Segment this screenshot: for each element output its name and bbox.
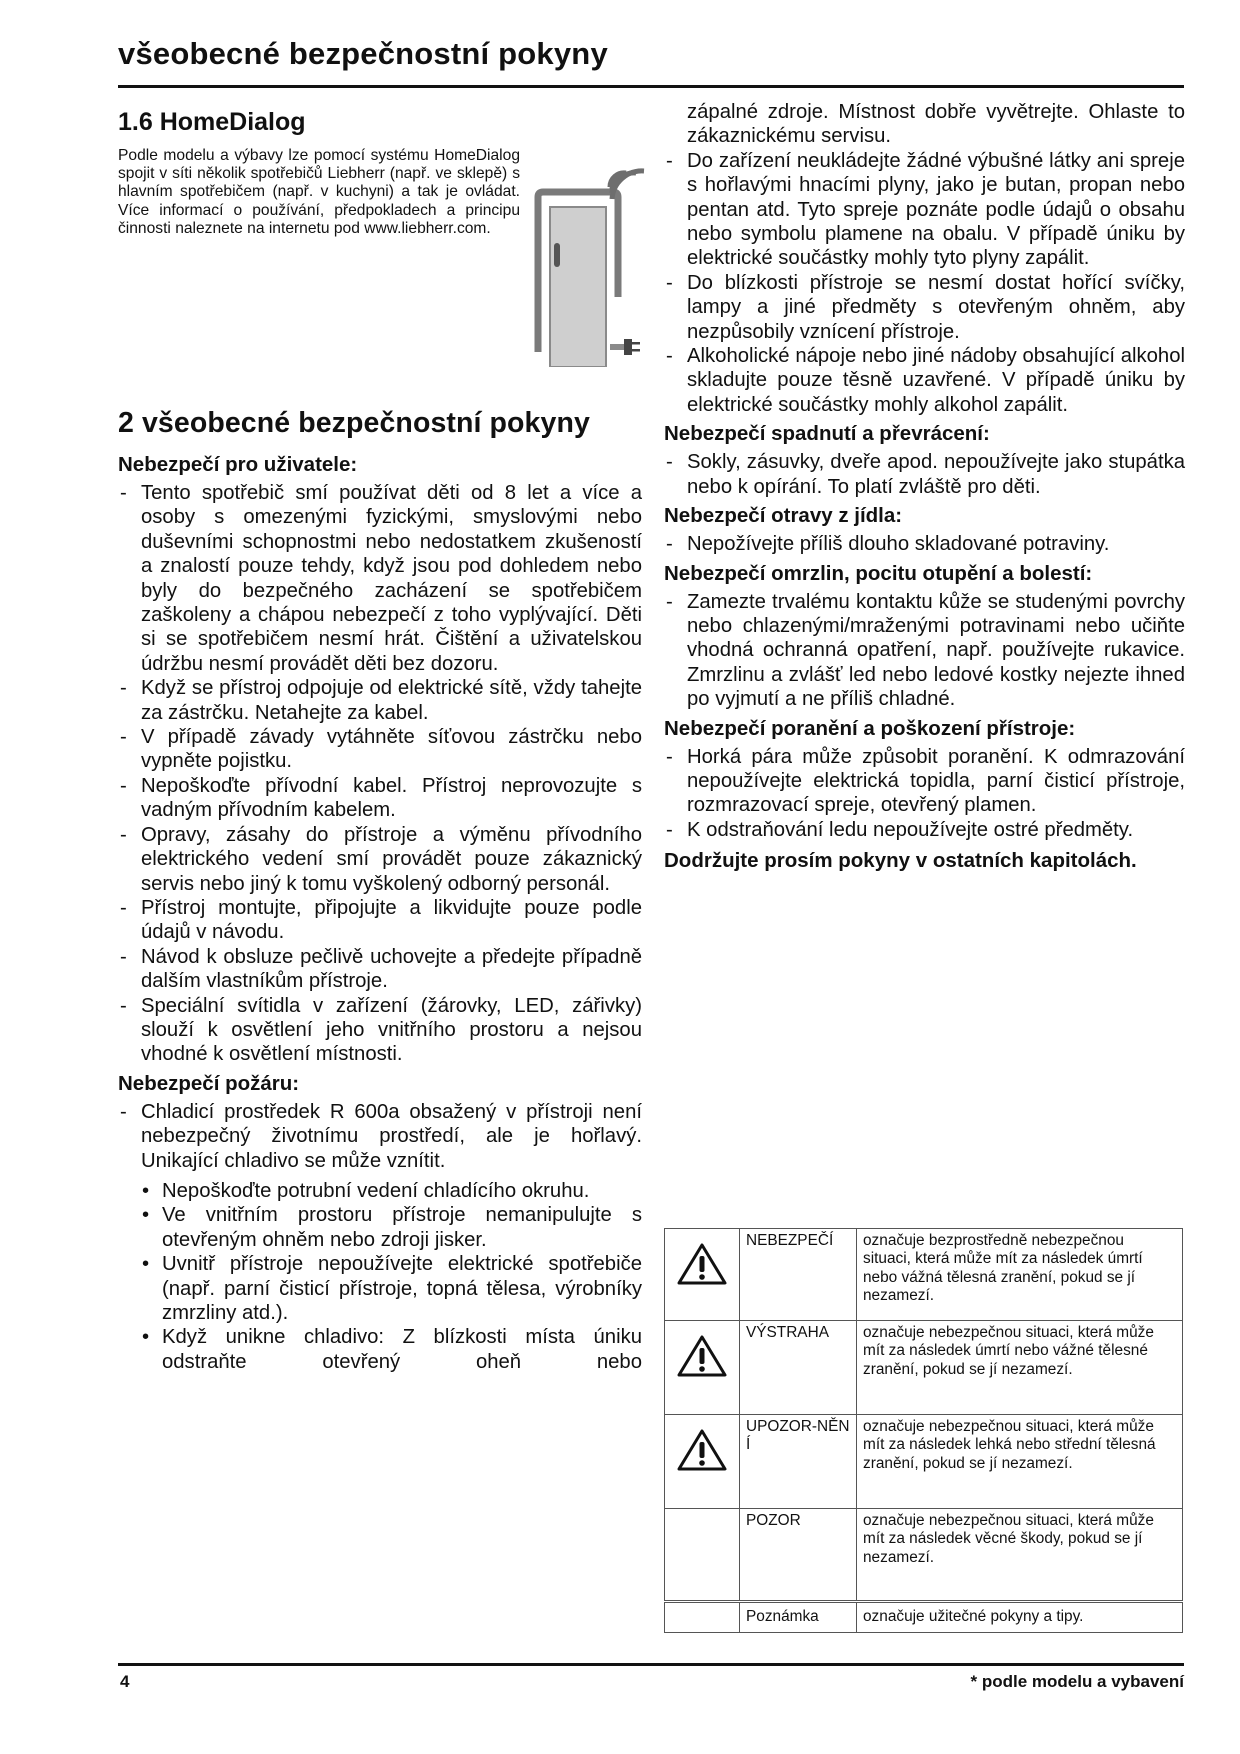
list-item: - Nepožívejte příliš dlouho skladované potraviny. — [664, 532, 1185, 556]
footer-note: * podle modelu a vybavení — [970, 1672, 1184, 1691]
injury-hazards-list — [664, 745, 1185, 843]
sub-list-item: • Nepoškoďte potrubní vedení chladícího okruhu. — [141, 1179, 642, 1203]
sub-list-item: • Uvnitř přístroje nepoužívejte elektrické spotřebiče (např. parní čisticí přístroje, topná tělesa, výrobníky zmrzliny atd.). — [141, 1252, 642, 1325]
list-item: - Horká pára může způsobit poranění. K odmrazování nepoužívejte elektrická topidla, parní čisticí přístroje, rozmrazovací spreje, otevřený plamen. — [664, 745, 1185, 818]
header-rule — [118, 85, 1184, 88]
list-item — [118, 1100, 642, 1374]
list-item-text: Chladicí prostředek R 600a obsažený v přístroji není nebezpečný životnímu prostředí, ale je hořlavý. Unikající chladivo se může vznítit. — [141, 1100, 642, 1172]
list-item: - Alkoholické nápoje nebo jiné nádoby obsahující alkohol skladujte pouze těsně uzavřené. V případě úniku by elektrické součástky mohly alkohol zapálit. — [664, 344, 1185, 417]
signal-description: označuje nebezpečnou situaci, která může mít za následek věcné škody, pokud se jí nezamezí. — [857, 1509, 1183, 1601]
list-item: - Zamezte trvalému kontaktu kůže se studenými povrchy nebo chlazenými/mraženými potravinami nebo učiňte vhodná ochranná opatření, např. používejte rukavice. Zmrzlinu a zvlášť led nebo ledové kostky nejezte ihned po vyjmutí a ne příliš chladné. — [664, 590, 1185, 712]
group-heading-frostbite: Nebezpečí omrzlin, pocitu otupění a bolestí: — [664, 561, 1093, 585]
group-heading-food-poisoning: Nebezpečí otravy z jídla: — [664, 504, 903, 528]
frostbite-hazards-list — [664, 590, 1185, 712]
homedialog-section — [118, 147, 642, 387]
signal-description: označuje bezprostředně nebezpečnou situaci, která může mít za následek úmrtí nebo vážná tělesná zranění, pokud se jí nezamezí. — [857, 1229, 1183, 1321]
list-item: - Sokly, zásuvky, dveře apod. nepoužívejte jako stupátka nebo k opírání. To platí zvláště pro děti. — [664, 450, 1185, 499]
left-column — [118, 102, 642, 1378]
fire-sub-list — [141, 1179, 642, 1374]
group-heading-injury: Nebezpečí poranění a poškození přístroje: — [664, 716, 1076, 740]
sub-list-item: • Když unikne chladivo: Z blízkosti místa úniku odstraňte otevřený oheň nebo — [141, 1325, 642, 1374]
group-heading-tipping: Nebezpečí spadnutí a převrácení: — [664, 422, 990, 446]
closing-note: Dodržujte prosím pokyny v ostatních kapitolách. — [664, 849, 1137, 873]
food-hazards-list — [664, 532, 1185, 556]
icon-cell — [665, 1415, 740, 1509]
tipping-hazards-list — [664, 450, 1185, 499]
signal-word: NEBEZPEČÍ — [740, 1229, 857, 1321]
homedialog-text: Podle modelu a výbavy lze pomocí systému HomeDialog spojit v síti několik spotřebičů Liebherr (např. ve sklepě) s hlavním spotřebičem (např. v kuchyni) a tak je ovládat. Více informací o používání, předpokladech a principu činnosti naleznete na internetu pod www.liebherr.com. — [118, 147, 520, 237]
table-row — [665, 1509, 1183, 1601]
signal-description: označuje nebezpečnou situaci, která může mít za následek úmrtí nebo vážné tělesné zranění, pokud se jí nezamezí. — [857, 1321, 1183, 1415]
group-heading-fire: Nebezpečí požáru: — [118, 1071, 300, 1095]
footer-rule — [118, 1663, 1184, 1666]
list-item: - Když se přístroj odpojuje od elektrické sítě, vždy tahejte za zástrčku. Netahejte za kabel. — [118, 676, 642, 725]
table-row — [665, 1603, 1183, 1633]
signal-word: VÝSTRAHA — [740, 1321, 857, 1415]
note-table — [664, 1602, 1183, 1633]
icon-cell-empty — [665, 1603, 740, 1633]
warning-triangle-icon — [676, 1241, 728, 1287]
note-label: Poznámka — [740, 1603, 857, 1633]
group-heading-users: Nebezpečí pro uživatele: — [118, 453, 358, 476]
page-number: 4 — [120, 1672, 130, 1691]
warning-triangle-icon — [676, 1333, 728, 1379]
icon-cell-empty — [665, 1509, 740, 1601]
table-row — [665, 1415, 1183, 1509]
signal-words-table — [664, 1228, 1183, 1601]
fire-hazards-list — [118, 1100, 642, 1374]
list-item: - V případě závady vytáhněte síťovou zástrčku nebo vypněte pojistku. — [118, 725, 642, 774]
signal-word: UPOZOR-NĚNÍ — [740, 1415, 857, 1509]
list-item: - Nepoškoďte přívodní kabel. Přístroj neprovozujte s vadným přívodním kabelem. — [118, 774, 642, 823]
list-item: - Do zařízení neukládejte žádné výbušné látky ani spreje s hořlavými hnacími plyny, jako je butan, propan nebo pentan atd. Tyto spreje poznáte podle údajů o obsahu nebo symbolu plamene na obalu. V případě úniku by elektrické součástky mohly tyto plyny zapálit. — [664, 149, 1185, 271]
sub-list-item: • Ve vnitřním prostoru přístroje nemanipulujte s otevřeným ohněm nebo zdroji jisker. — [141, 1203, 642, 1252]
list-item: - Návod k obsluze pečlivě uchovejte a předejte případně dalším vlastníkům přístroje. — [118, 945, 642, 994]
list-item: - Speciální svítidla v zařízení (žárovky, LED, zářivky) slouží k osvětlení jeho vnitřního prostoru a nejsou vhodné k osvětlení místnosti. — [118, 994, 642, 1067]
list-item: - K odstraňování ledu nepoužívejte ostré předměty. — [664, 818, 1185, 842]
warning-triangle-icon — [676, 1427, 728, 1473]
list-item: - Tento spotřebič smí používat děti od 8 let a více a osoby s omezenými fyzickými, smyslovými nebo duševními schopnostmi nebo nedostatkem zkušeností a znalostí pouze tehdy, když jsou pod dohledem nebo byly do bezpečného zacházení se spotřebičem zaškoleny a chápou nebezpečí z toho vyplývající. Děti si se spotřebičem nesmí hrát. Čištění a uživatelskou údržbu nesmí provádět děti bez dozoru. — [118, 481, 642, 676]
signal-word: POZOR — [740, 1509, 857, 1601]
note-description: označuje užitečné pokyny a tipy. — [857, 1603, 1183, 1633]
right-column — [664, 100, 1185, 877]
icon-cell — [665, 1321, 740, 1415]
fire-hazards-list-continued — [664, 100, 1185, 417]
list-item: - Do blízkosti přístroje se nesmí dostat hořící svíčky, lampy a jiné předměty s otevřeným ohněm, aby nezpůsobily vznícení přístroje. — [664, 271, 1185, 344]
list-item-continued: zápalné zdroje. Místnost dobře vyvětrejte. Ohlaste to zákaznickému servisu. — [687, 101, 1185, 148]
user-hazards-list — [118, 481, 642, 1067]
chapter-heading: 2 všeobecné bezpečnostní pokyny — [118, 407, 590, 439]
section-heading-homedialog: 1.6 HomeDialog — [118, 108, 306, 136]
signal-description: označuje nebezpečnou situaci, která může mít za následek lehká nebo střední tělesná zranění, pokud se jí nezamezí. — [857, 1415, 1183, 1509]
table-row — [665, 1229, 1183, 1321]
page-title: všeobecné bezpečnostní pokyny — [118, 36, 608, 71]
appliance-wifi-icon — [528, 167, 648, 367]
table-row — [665, 1321, 1183, 1415]
list-item: - Opravy, zásahy do přístroje a výměnu přívodního elektrického vedení smí provádět pouze zákaznický servis nebo jiný k tomu vyškolený odborný personál. — [118, 823, 642, 896]
icon-cell — [665, 1229, 740, 1321]
list-item: - Přístroj montujte, připojujte a likvidujte pouze podle údajů v návodu. — [118, 896, 642, 945]
